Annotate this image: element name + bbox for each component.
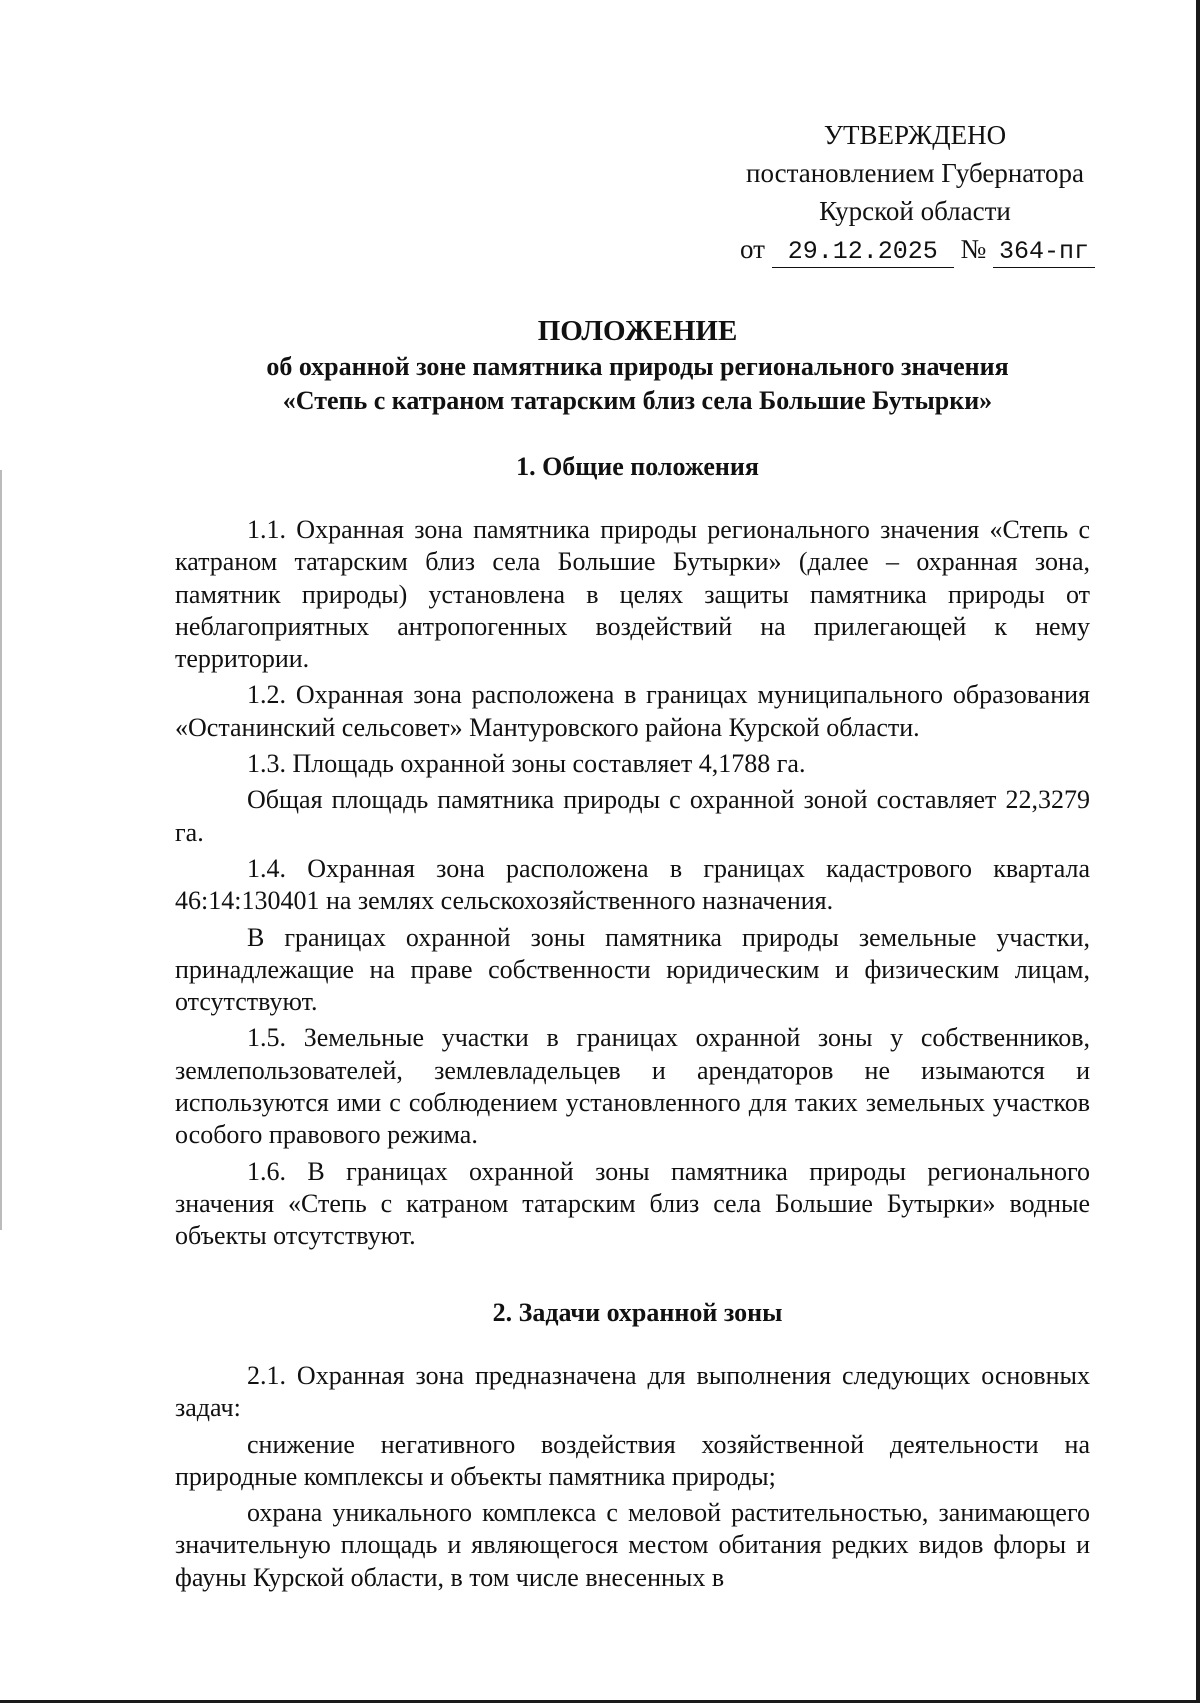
section-2-body — [175, 1360, 1090, 1594]
paragraph-2-1-task-2: охрана уникального комплекса с меловой растительностью, занимающего значительную площадь и являющегося местом обитания редких видов флоры и фауны Курской области, в том числе внесенных в — [175, 1498, 1090, 1592]
paragraph-1-2: 1.2. Охранная зона расположена в границах муниципального образования «Останинский сельсовет» Мантуровского района Курской области. — [175, 680, 1090, 742]
approval-block — [730, 116, 1100, 268]
approval-line-2: Курской области — [819, 196, 1011, 226]
paragraph-2-1-task-1: снижение негативного воздействия хозяйственной деятельности на природные комплексы и объекты памятника природы; — [175, 1429, 1090, 1491]
date-prefix: от — [740, 234, 765, 264]
scan-edge-right — [1196, 0, 1200, 1703]
approval-line-1: постановлением Губернатора — [746, 158, 1084, 188]
paragraph-2-1: 2.1. Охранная зона предназначена для выполнения следующих основных задач: — [175, 1361, 1090, 1423]
document-subtitle-2: «Степь с катраном татарским близ села Большие Бутырки» — [282, 386, 993, 415]
document-title-block — [175, 312, 1100, 418]
section-2-heading: 2. Задачи охранной зоны — [492, 1298, 783, 1327]
date-value: 29.12.2025 — [772, 237, 954, 268]
paragraph-1-4: 1.4. Охранная зона расположена в границах кадастрового квартала 46:14:130401 на землях сельскохозяйственного назначения. — [175, 853, 1090, 916]
paragraph-1-6: 1.6. В границах охранной зоны памятника природы регионального значения «Степь с катраном татарским близ села Большие Бутырки» водные объекты отсутствуют. — [175, 1156, 1090, 1251]
paragraph-1-3: 1.3. Площадь охранной зоны составляет 4,1788 га. — [247, 749, 806, 779]
document-subtitle-1: об охранной зоне памятника природы регионального значения — [266, 352, 1009, 381]
document-title: ПОЛОЖЕНИЕ — [537, 315, 738, 347]
number-value: 364-пг — [993, 237, 1095, 268]
scan-edge-left — [0, 470, 2, 1230]
approval-date-line — [730, 230, 1100, 268]
section-1-heading: 1. Общие положения — [516, 452, 759, 481]
paragraph-1-5: 1.5. Земельные участки в границах охранной зоны у собственников, землепользователей, землевладельцев и арендаторов не изымаются и используются ими с соблюдением установленного для таких земельных участков особого правового режима. — [175, 1023, 1090, 1150]
section-1-body — [175, 514, 1090, 1253]
number-prefix: № — [960, 234, 987, 264]
paragraph-1-3-total: Общая площадь памятника природы с охранной зоной составляет 22,3279 га. — [175, 785, 1090, 847]
paragraph-1-1: 1.1. Охранная зона памятника природы регионального значения «Степь с катраном татарским близ села Большие Бутырки» (далее – охранная зона, памятник природы) установлена в целях защиты памятника природы от неблагоприятных антропогенных воздействий на прилегающей к нему территории. — [175, 515, 1090, 674]
approval-title: УТВЕРЖДЕНО — [823, 120, 1007, 150]
paragraph-1-4-owners: В границах охранной зоны памятника природы земельные участки, принадлежащие на праве собственности юридическим и физическим лицам, отсутствуют. — [175, 922, 1090, 1017]
